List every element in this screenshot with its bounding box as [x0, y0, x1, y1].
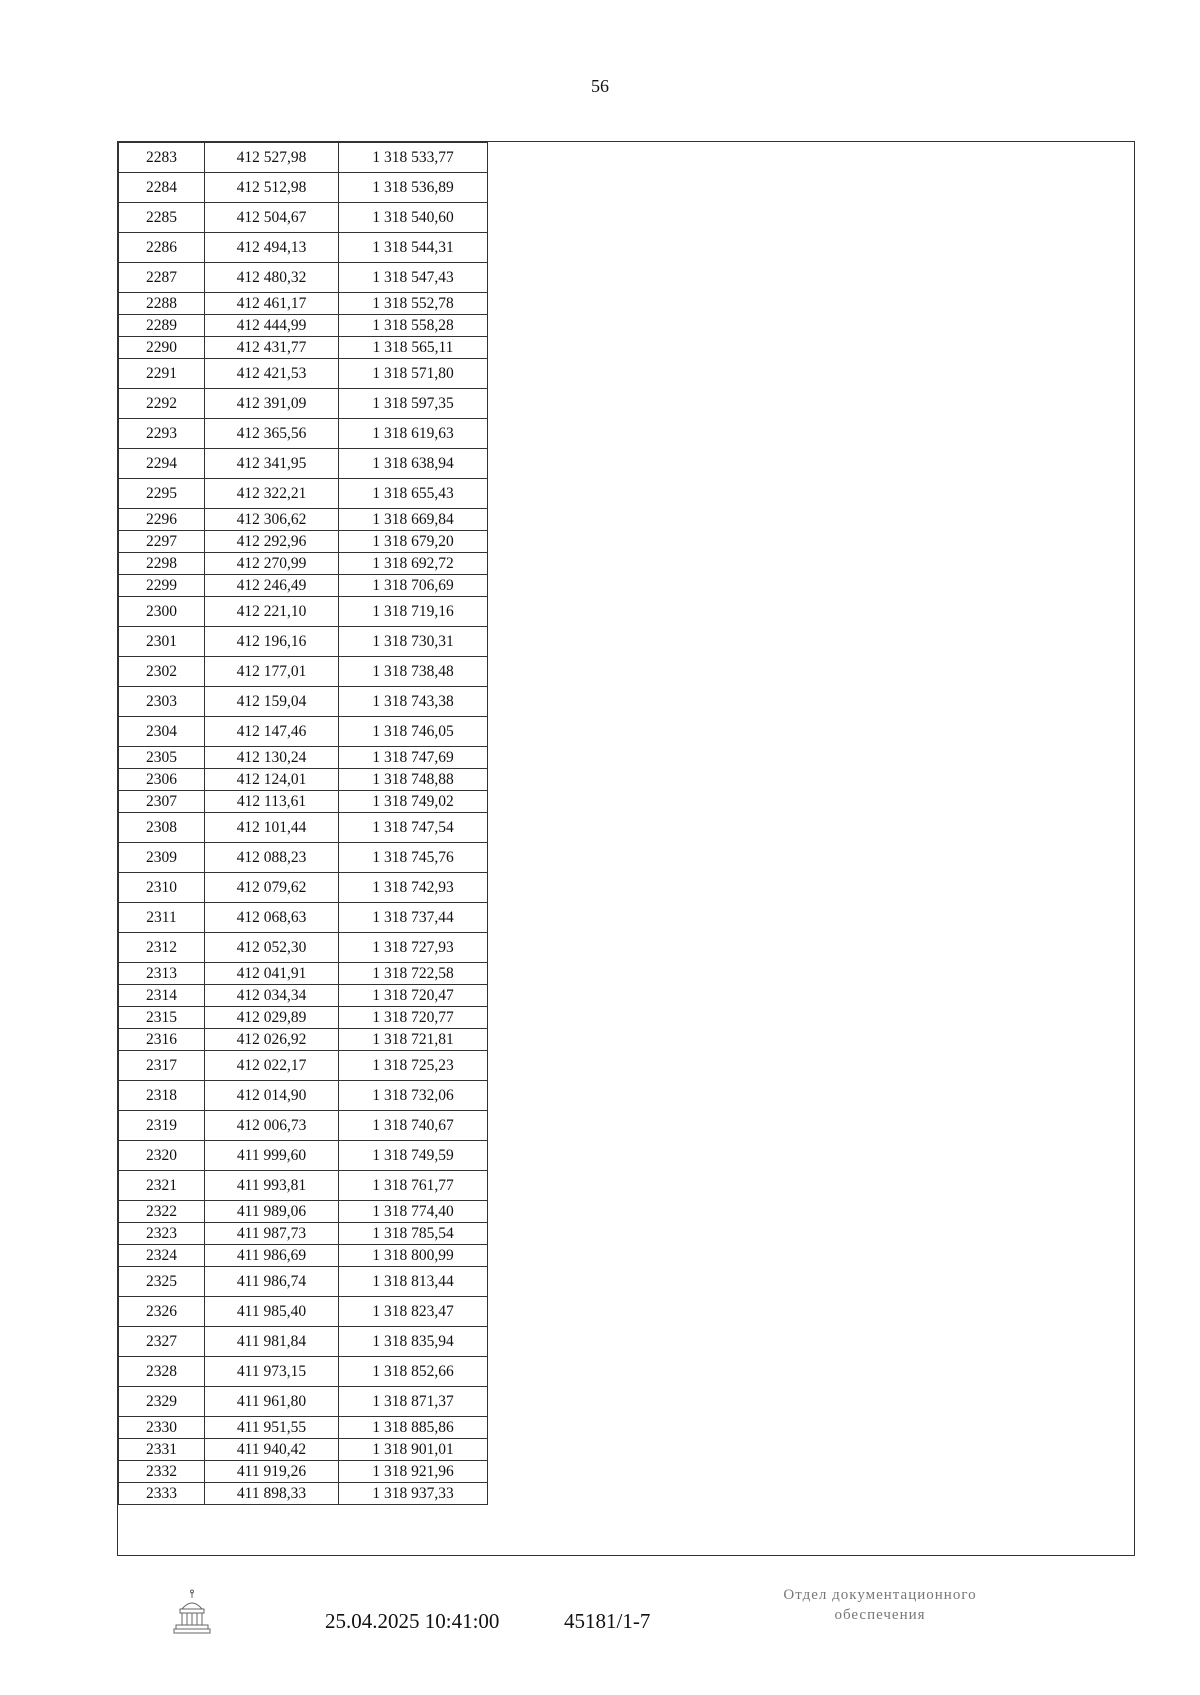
x-coordinate-cell: 412 504,67 — [205, 203, 339, 233]
y-coordinate-cell: 1 318 740,67 — [339, 1111, 488, 1141]
y-coordinate-cell: 1 318 742,93 — [339, 873, 488, 903]
coordinates-table-frame — [117, 141, 1135, 1556]
table-row — [119, 359, 488, 389]
point-number-cell: 2295 — [119, 479, 205, 509]
y-coordinate-cell: 1 318 885,86 — [339, 1417, 488, 1439]
point-number-cell: 2299 — [119, 575, 205, 597]
point-number-cell: 2294 — [119, 449, 205, 479]
point-number-cell: 2325 — [119, 1267, 205, 1297]
table-row — [119, 1051, 488, 1081]
table-row — [119, 597, 488, 627]
x-coordinate-cell: 412 124,01 — [205, 769, 339, 791]
table-row — [119, 337, 488, 359]
coordinates-table-body — [119, 143, 488, 1505]
point-number-cell: 2329 — [119, 1387, 205, 1417]
y-coordinate-cell: 1 318 679,20 — [339, 531, 488, 553]
table-row — [119, 1029, 488, 1051]
table-row — [119, 1141, 488, 1171]
y-coordinate-cell: 1 318 823,47 — [339, 1297, 488, 1327]
table-row — [119, 293, 488, 315]
x-coordinate-cell: 412 391,09 — [205, 389, 339, 419]
x-coordinate-cell: 411 919,26 — [205, 1461, 339, 1483]
y-coordinate-cell: 1 318 746,05 — [339, 717, 488, 747]
footer-datetime: 25.04.2025 10:41:00 — [325, 1609, 500, 1633]
table-row — [119, 687, 488, 717]
x-coordinate-cell: 412 029,89 — [205, 1007, 339, 1029]
point-number-cell: 2333 — [119, 1483, 205, 1505]
x-coordinate-cell: 412 421,53 — [205, 359, 339, 389]
y-coordinate-cell: 1 318 565,11 — [339, 337, 488, 359]
y-coordinate-cell: 1 318 719,16 — [339, 597, 488, 627]
x-coordinate-cell: 411 973,15 — [205, 1357, 339, 1387]
x-coordinate-cell: 412 461,17 — [205, 293, 339, 315]
table-row — [119, 233, 488, 263]
table-row — [119, 173, 488, 203]
x-coordinate-cell: 411 985,40 — [205, 1297, 339, 1327]
x-coordinate-cell: 411 993,81 — [205, 1171, 339, 1201]
y-coordinate-cell: 1 318 749,02 — [339, 791, 488, 813]
y-coordinate-cell: 1 318 852,66 — [339, 1357, 488, 1387]
point-number-cell: 2331 — [119, 1439, 205, 1461]
point-number-cell: 2300 — [119, 597, 205, 627]
point-number-cell: 2320 — [119, 1141, 205, 1171]
point-number-cell: 2313 — [119, 963, 205, 985]
table-row — [119, 315, 488, 337]
y-coordinate-cell: 1 318 638,94 — [339, 449, 488, 479]
table-row — [119, 963, 488, 985]
y-coordinate-cell: 1 318 552,78 — [339, 293, 488, 315]
x-coordinate-cell: 412 512,98 — [205, 173, 339, 203]
point-number-cell: 2296 — [119, 509, 205, 531]
table-row — [119, 903, 488, 933]
x-coordinate-cell: 412 068,63 — [205, 903, 339, 933]
y-coordinate-cell: 1 318 813,44 — [339, 1267, 488, 1297]
table-row — [119, 985, 488, 1007]
x-coordinate-cell: 412 527,98 — [205, 143, 339, 173]
x-coordinate-cell: 412 147,46 — [205, 717, 339, 747]
y-coordinate-cell: 1 318 745,76 — [339, 843, 488, 873]
x-coordinate-cell: 412 221,10 — [205, 597, 339, 627]
x-coordinate-cell: 412 322,21 — [205, 479, 339, 509]
x-coordinate-cell: 412 034,34 — [205, 985, 339, 1007]
stamp-line-1: Отдел документационного — [783, 1587, 977, 1603]
point-number-cell: 2321 — [119, 1171, 205, 1201]
x-coordinate-cell: 412 365,56 — [205, 419, 339, 449]
coordinates-table — [118, 142, 488, 1505]
x-coordinate-cell: 411 989,06 — [205, 1201, 339, 1223]
point-number-cell: 2293 — [119, 419, 205, 449]
table-row — [119, 769, 488, 791]
point-number-cell: 2283 — [119, 143, 205, 173]
y-coordinate-cell: 1 318 774,40 — [339, 1201, 488, 1223]
point-number-cell: 2310 — [119, 873, 205, 903]
table-row — [119, 1417, 488, 1439]
x-coordinate-cell: 412 341,95 — [205, 449, 339, 479]
x-coordinate-cell: 411 898,33 — [205, 1483, 339, 1505]
y-coordinate-cell: 1 318 721,81 — [339, 1029, 488, 1051]
table-row — [119, 747, 488, 769]
y-coordinate-cell: 1 318 761,77 — [339, 1171, 488, 1201]
table-row — [119, 1267, 488, 1297]
x-coordinate-cell: 412 159,04 — [205, 687, 339, 717]
department-stamp — [730, 1585, 1030, 1625]
point-number-cell: 2319 — [119, 1111, 205, 1141]
x-coordinate-cell: 412 006,73 — [205, 1111, 339, 1141]
point-number-cell: 2289 — [119, 315, 205, 337]
y-coordinate-cell: 1 318 732,06 — [339, 1081, 488, 1111]
point-number-cell: 2297 — [119, 531, 205, 553]
y-coordinate-cell: 1 318 737,44 — [339, 903, 488, 933]
point-number-cell: 2316 — [119, 1029, 205, 1051]
point-number-cell: 2292 — [119, 389, 205, 419]
table-row — [119, 1357, 488, 1387]
point-number-cell: 2306 — [119, 769, 205, 791]
point-number-cell: 2290 — [119, 337, 205, 359]
point-number-cell: 2307 — [119, 791, 205, 813]
table-row — [119, 1327, 488, 1357]
y-coordinate-cell: 1 318 871,37 — [339, 1387, 488, 1417]
y-coordinate-cell: 1 318 747,54 — [339, 813, 488, 843]
x-coordinate-cell: 412 196,16 — [205, 627, 339, 657]
x-coordinate-cell: 412 494,13 — [205, 233, 339, 263]
x-coordinate-cell: 412 444,99 — [205, 315, 339, 337]
x-coordinate-cell: 412 431,77 — [205, 337, 339, 359]
table-row — [119, 1297, 488, 1327]
table-row — [119, 143, 488, 173]
point-number-cell: 2311 — [119, 903, 205, 933]
table-row — [119, 419, 488, 449]
point-number-cell: 2285 — [119, 203, 205, 233]
table-row — [119, 1171, 488, 1201]
y-coordinate-cell: 1 318 540,60 — [339, 203, 488, 233]
y-coordinate-cell: 1 318 692,72 — [339, 553, 488, 575]
table-row — [119, 1007, 488, 1029]
y-coordinate-cell: 1 318 921,96 — [339, 1461, 488, 1483]
y-coordinate-cell: 1 318 669,84 — [339, 509, 488, 531]
y-coordinate-cell: 1 318 749,59 — [339, 1141, 488, 1171]
table-row — [119, 1245, 488, 1267]
table-row — [119, 479, 488, 509]
x-coordinate-cell: 411 961,80 — [205, 1387, 339, 1417]
y-coordinate-cell: 1 318 544,31 — [339, 233, 488, 263]
table-row — [119, 449, 488, 479]
point-number-cell: 2287 — [119, 263, 205, 293]
point-number-cell: 2322 — [119, 1201, 205, 1223]
point-number-cell: 2332 — [119, 1461, 205, 1483]
table-row — [119, 933, 488, 963]
point-number-cell: 2309 — [119, 843, 205, 873]
x-coordinate-cell: 412 041,91 — [205, 963, 339, 985]
x-coordinate-cell: 412 026,92 — [205, 1029, 339, 1051]
point-number-cell: 2317 — [119, 1051, 205, 1081]
point-number-cell: 2318 — [119, 1081, 205, 1111]
x-coordinate-cell: 411 951,55 — [205, 1417, 339, 1439]
emblem-icon — [170, 1589, 214, 1637]
x-coordinate-cell: 412 088,23 — [205, 843, 339, 873]
x-coordinate-cell: 412 022,17 — [205, 1051, 339, 1081]
x-coordinate-cell: 412 480,32 — [205, 263, 339, 293]
point-number-cell: 2308 — [119, 813, 205, 843]
y-coordinate-cell: 1 318 748,88 — [339, 769, 488, 791]
point-number-cell: 2315 — [119, 1007, 205, 1029]
point-number-cell: 2305 — [119, 747, 205, 769]
x-coordinate-cell: 412 130,24 — [205, 747, 339, 769]
table-row — [119, 843, 488, 873]
point-number-cell: 2304 — [119, 717, 205, 747]
table-row — [119, 553, 488, 575]
x-coordinate-cell: 412 101,44 — [205, 813, 339, 843]
x-coordinate-cell: 411 986,74 — [205, 1267, 339, 1297]
table-row — [119, 1439, 488, 1461]
table-row — [119, 389, 488, 419]
table-row — [119, 657, 488, 687]
x-coordinate-cell: 411 940,42 — [205, 1439, 339, 1461]
point-number-cell: 2284 — [119, 173, 205, 203]
y-coordinate-cell: 1 318 835,94 — [339, 1327, 488, 1357]
y-coordinate-cell: 1 318 619,63 — [339, 419, 488, 449]
y-coordinate-cell: 1 318 720,77 — [339, 1007, 488, 1029]
x-coordinate-cell: 411 987,73 — [205, 1223, 339, 1245]
x-coordinate-cell: 412 177,01 — [205, 657, 339, 687]
y-coordinate-cell: 1 318 725,23 — [339, 1051, 488, 1081]
page-number: 56 — [591, 76, 609, 96]
table-row — [119, 203, 488, 233]
y-coordinate-cell: 1 318 727,93 — [339, 933, 488, 963]
y-coordinate-cell: 1 318 706,69 — [339, 575, 488, 597]
point-number-cell: 2303 — [119, 687, 205, 717]
x-coordinate-cell: 412 052,30 — [205, 933, 339, 963]
x-coordinate-cell: 411 986,69 — [205, 1245, 339, 1267]
y-coordinate-cell: 1 318 655,43 — [339, 479, 488, 509]
point-number-cell: 2302 — [119, 657, 205, 687]
y-coordinate-cell: 1 318 720,47 — [339, 985, 488, 1007]
x-coordinate-cell: 412 014,90 — [205, 1081, 339, 1111]
x-coordinate-cell: 412 270,99 — [205, 553, 339, 575]
table-row — [119, 509, 488, 531]
y-coordinate-cell: 1 318 536,89 — [339, 173, 488, 203]
x-coordinate-cell: 411 981,84 — [205, 1327, 339, 1357]
x-coordinate-cell: 412 113,61 — [205, 791, 339, 813]
point-number-cell: 2301 — [119, 627, 205, 657]
table-row — [119, 1081, 488, 1111]
table-row — [119, 531, 488, 553]
x-coordinate-cell: 412 306,62 — [205, 509, 339, 531]
point-number-cell: 2286 — [119, 233, 205, 263]
point-number-cell: 2330 — [119, 1417, 205, 1439]
y-coordinate-cell: 1 318 533,77 — [339, 143, 488, 173]
point-number-cell: 2327 — [119, 1327, 205, 1357]
y-coordinate-cell: 1 318 901,01 — [339, 1439, 488, 1461]
y-coordinate-cell: 1 318 747,69 — [339, 747, 488, 769]
table-row — [119, 1201, 488, 1223]
point-number-cell: 2324 — [119, 1245, 205, 1267]
point-number-cell: 2314 — [119, 985, 205, 1007]
y-coordinate-cell: 1 318 937,33 — [339, 1483, 488, 1505]
footer — [0, 1585, 1200, 1655]
table-row — [119, 1483, 488, 1505]
y-coordinate-cell: 1 318 738,48 — [339, 657, 488, 687]
table-row — [119, 791, 488, 813]
y-coordinate-cell: 1 318 722,58 — [339, 963, 488, 985]
table-row — [119, 813, 488, 843]
table-row — [119, 1461, 488, 1483]
y-coordinate-cell: 1 318 597,35 — [339, 389, 488, 419]
y-coordinate-cell: 1 318 730,31 — [339, 627, 488, 657]
x-coordinate-cell: 412 292,96 — [205, 531, 339, 553]
point-number-cell: 2323 — [119, 1223, 205, 1245]
point-number-cell: 2328 — [119, 1357, 205, 1387]
table-row — [119, 1223, 488, 1245]
table-row — [119, 627, 488, 657]
y-coordinate-cell: 1 318 743,38 — [339, 687, 488, 717]
y-coordinate-cell: 1 318 558,28 — [339, 315, 488, 337]
table-row — [119, 873, 488, 903]
point-number-cell: 2288 — [119, 293, 205, 315]
point-number-cell: 2291 — [119, 359, 205, 389]
x-coordinate-cell: 412 246,49 — [205, 575, 339, 597]
table-row — [119, 717, 488, 747]
y-coordinate-cell: 1 318 800,99 — [339, 1245, 488, 1267]
y-coordinate-cell: 1 318 547,43 — [339, 263, 488, 293]
x-coordinate-cell: 411 999,60 — [205, 1141, 339, 1171]
y-coordinate-cell: 1 318 785,54 — [339, 1223, 488, 1245]
table-row — [119, 1387, 488, 1417]
table-row — [119, 1111, 488, 1141]
point-number-cell: 2298 — [119, 553, 205, 575]
point-number-cell: 2326 — [119, 1297, 205, 1327]
stamp-line-2: обеспечения — [834, 1607, 926, 1623]
table-row — [119, 575, 488, 597]
table-row — [119, 263, 488, 293]
point-number-cell: 2312 — [119, 933, 205, 963]
x-coordinate-cell: 412 079,62 — [205, 873, 339, 903]
y-coordinate-cell: 1 318 571,80 — [339, 359, 488, 389]
footer-document-code: 45181/1-7 — [564, 1609, 651, 1633]
